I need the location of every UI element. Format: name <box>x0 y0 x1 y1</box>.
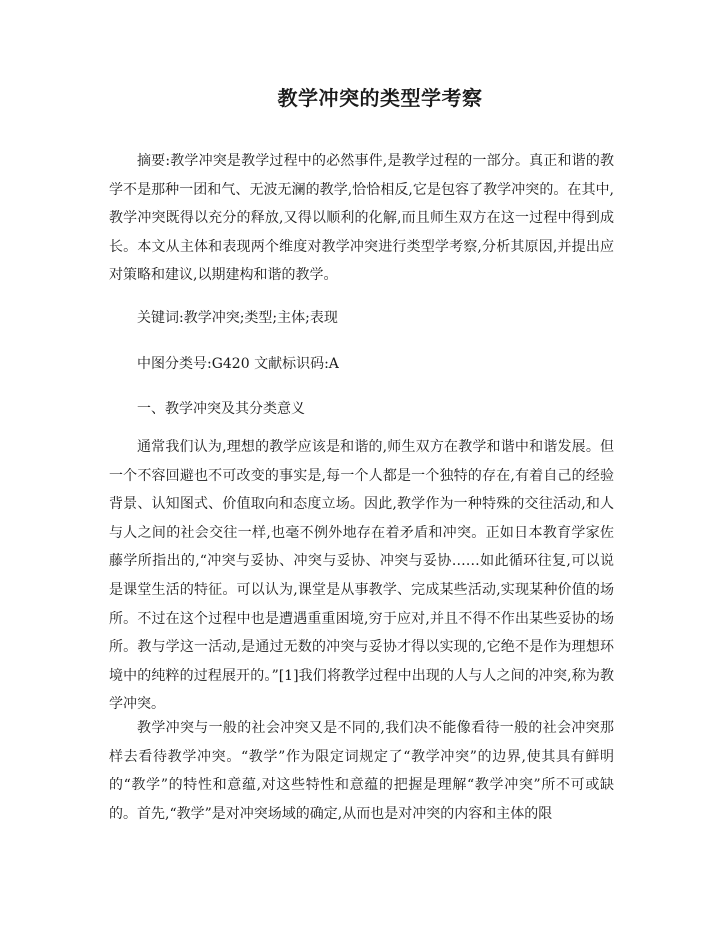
section-heading: 一、教学冲突及其分类意义 <box>137 401 305 417</box>
abstract-paragraph: 摘要:教学冲突是教学过程中的必然事件,是教学过程的一部分。真正和谐的教学不是那种一团和气、无波无澜的教学,恰恰相反,它是包容了教学冲突的。在其中,教学冲突既得以充分的释放,又得以顺利的化解,而且师生双方在这一过程中得到成长。本文从主体和表现两个维度对教学冲突进行类型学考察,分析其原因,并提出应对策略和建议,以期建构和谐的教学。 <box>109 153 614 284</box>
classification-line: 中图分类号:G420 文献标识码:A <box>137 356 339 372</box>
paper-title: 教学冲突的类型学考察 <box>277 86 483 110</box>
body-paragraph: 通常我们认为,理想的教学应该是和谐的,师生双方在教学和谐中和谐发展。但一个不容回避也不可改变的事实是,每一个人都是一个独特的存在,有着自己的经验背景、认知图式、价值取向和态度立场。因此,教学作为一种特殊的交往活动,和人与人之间的社会交往一样,也毫不例外地存在着矛盾和冲突。正如日本教育学家佐藤学所指出的,“冲突与妥协、冲突与妥协、冲突与妥协……如此循环往复,可以说是课堂生活的特征。可以认为,课堂是从事教学、完成某些活动,实现某种价值的场所。不过在这个过程中也是遭遇重重困境,穷于应对,并且不得不作出某些妥协的场所。教与学这一活动,是通过无数的冲突与妥协才得以实现的,它绝不是作为理想环境中的纯粹的过程展开的。”[1]我们将教学过程中出现的人与人之间的冲突,称为教学冲突。 <box>109 439 614 713</box>
keywords-line: 关键词:教学冲突;类型;主体;表现 <box>137 310 338 326</box>
body-paragraph: 教学冲突与一般的社会冲突又是不同的,我们决不能像看待一般的社会冲突那样去看待教学冲突。“教学”作为限定词规定了“教学冲突”的边界,使其具有鲜明的“教学”的特性和意蕴,对这些特性和意蕴的把握是理解“教学冲突”所不可或缺的。首先,“教学”是对冲突场域的确定,从而也是对冲突的内容和主体的限 <box>109 720 614 822</box>
